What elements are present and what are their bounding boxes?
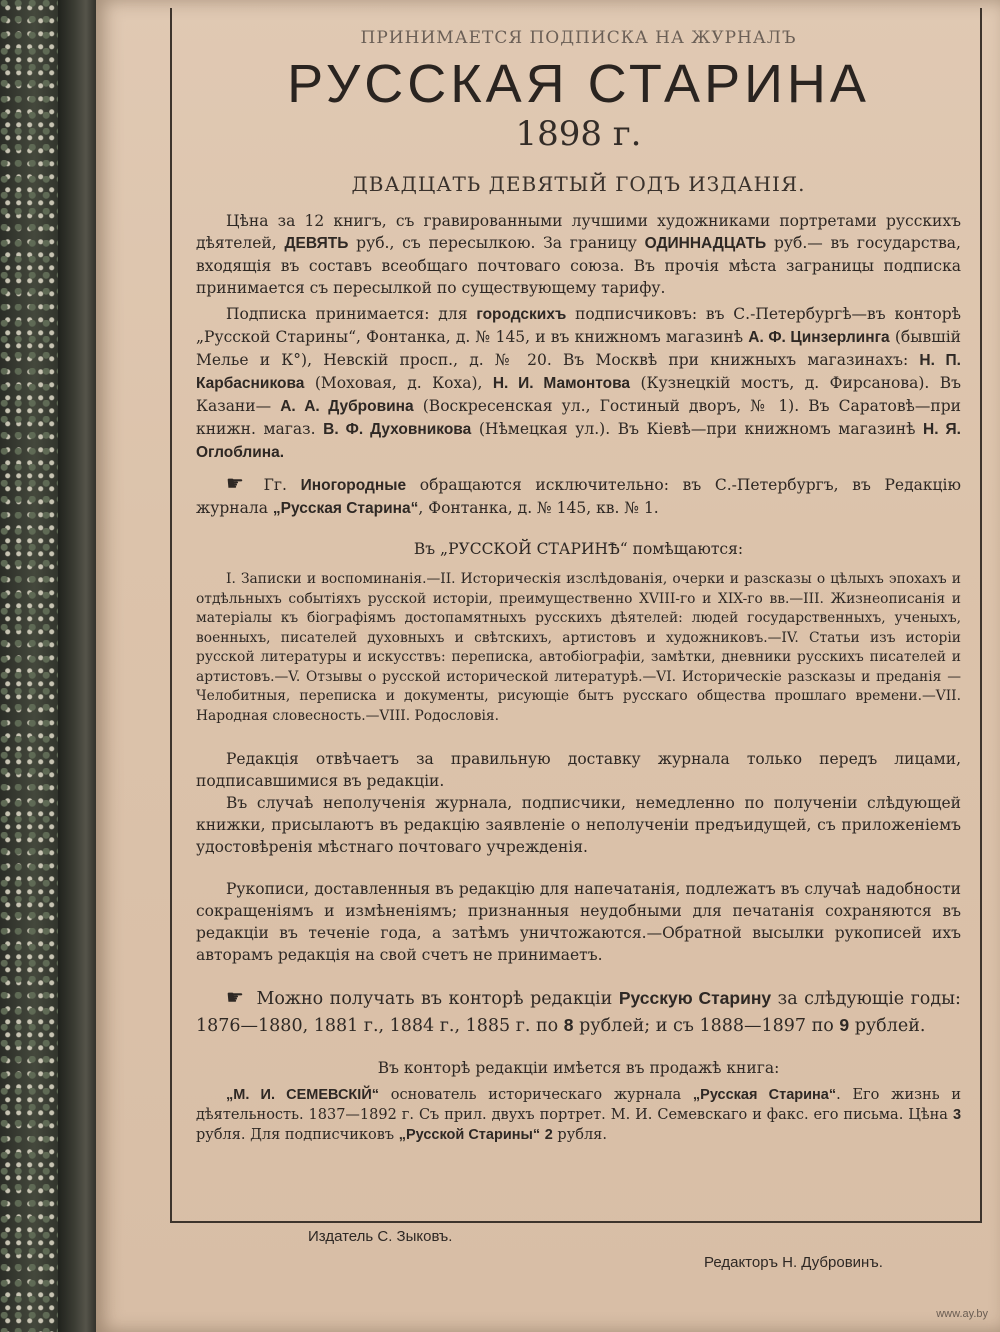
book-heading: Въ конторѣ редакціи имѣется въ продажѣ книга: [377, 1059, 780, 1077]
delivery-paragraph-2: Въ случаѣ неполученія журнала, подписчики, немедленно по полученіи слѣдующей книжки, присылаютъ въ редакцію заявленіе о неполученіи предъидущей, съ приложеніемъ удостовѣренія мѣстнаго почтоваго учрежденія. [196, 794, 961, 856]
pointing-hand-icon: ☛ [226, 985, 244, 1009]
journal-year: 1898 г. [515, 114, 642, 154]
edition-line: ДВАДЦАТЬ ДЕВЯТЫЙ ГОДЪ ИЗДАНІЯ. [351, 172, 806, 196]
journal-title: РУССКАЯ СТАРИНА [287, 54, 870, 114]
publisher-line: Издатель С. Зыковъ. [308, 1228, 453, 1245]
document-page [96, 0, 1000, 1332]
pre-title: ПРИНИМАЕТСЯ ПОДПИСКА НА ЖУРНАЛЪ [360, 28, 797, 48]
page-content [196, 10, 961, 1145]
book-spine [58, 0, 98, 1332]
book-paragraph: „М. И. СЕМЕВСКІЙ“ основатель историческаго журнала „Русская Старина“. Его жизнь и дѣятельность. 1837—1892 г. Съ прил. двухъ портрет. М. И. Семевскаго и факс. его письма. Цѣна 3 рубля. Для подписчиковъ „Русской Старины“ 2 рубля. [196, 1087, 962, 1143]
contents-heading: Въ „РУССКОЙ СТАРИНѢ“ помѣщаются: [413, 540, 744, 558]
price-paragraph: Цѣна за 12 книгъ, съ гравированными лучшими художниками портретами русскихъ дѣятелей, ДЕВЯТЬ руб., съ пересылкою. За границу ОДИННАДЦАТЬ руб.— въ государства, входящія въ составъ всеобщаго почтоваго союза. Въ прочія мѣста заграницы подписка принимается съ пересылкой по существующему тарифу. [196, 212, 961, 297]
subscription-paragraph: Подписка принимается: для городскихъ подписчиковъ: въ С.-Петербургѣ—въ конторѣ „Русской Старины“, Фонтанка, д. № 145, и въ книжномъ магазинѣ А. Ф. Цинзерлинга (бывшій Мелье и К°), Невскій просп., д. № 20. Въ Москвѣ при книжныхъ магазинахъ: Н. П. Карбасникова (Моховая, д. Коха), Н. И. Мамонтова (Кузнецкій мостъ, д. Фирсанова). Въ Казани— А. А. Дубровина (Воскресенская ул., Гостиный дворъ, № 1). Въ Саратовѣ—при книжн. магаз. В. Ф. Духовникова (Нѣмецкая ул.). Въ Кіевѣ—при книжномъ магазинѣ Н. Я. Оглоблина. [196, 305, 961, 461]
delivery-paragraph-1: Редакція отвѣчаетъ за правильную доставку журнала только передъ лицами, подписавшимися въ редакціи. [196, 750, 961, 790]
manuscripts-paragraph: Рукописи, доставленныя въ редакцію для напечатанія, подлежатъ въ случаѣ надобности сокращеніямъ и измѣненіямъ; признанныя неудобными для печатанія сохраняются въ редакціи въ теченіе года, а затѣмъ уничтожаются.—Обратной высылки рукописей ихъ авторамъ редакція на свой счетъ не принимаетъ. [196, 880, 961, 964]
inogorod-paragraph: ☛ Гг. Иногородные обращаются исключительно: въ С.-Петербургъ, въ Редакцію журнала „Русская Старина“, Фонтанка, д. № 145, кв. № 1. [196, 471, 961, 517]
back-issues-paragraph: ☛ Можно получать въ конторѣ редакціи Русскую Старину за слѣдующіе годы: 1876—1880, 1881 г., 1884 г., 1885 г. по 8 рублей; и съ 1888—1897 по 9 рублей. [196, 985, 961, 1036]
editor-line: Редакторъ Н. Дубровинъ. [704, 1254, 883, 1271]
contents-list: I. Записки и воспоминанія.—II. Историческія изслѣдованія, очерки и разсказы о цѣлыхъ эпохахъ и отдѣльныхъ событіяхъ русской исторіи, преимущественно XVIII-го и XIX-го вв.—III. Жизнеописанія и матеріалы къ біографіямъ достопамятныхъ русскихъ дѣятелей: людей государственныхъ, ученыхъ, военныхъ, писателей духовныхъ и свѣтскихъ, артистовъ и художниковъ.—IV. Статьи изъ исторіи русской литературы и искусствъ: переписка, автобіографіи, замѣтки, дневники русскихъ писателей и артистовъ.—V. Отзывы о русской исторической литературѣ.—VI. Историческіе разсказы и преданія — Челобитныя, переписка и документы, рисующіе бытъ русскаго общества прошлаго времени.—VII. Народная словесность.—VIII. Родословія. [196, 571, 961, 724]
watermark: www.ay.by [936, 1308, 988, 1320]
pointing-hand-icon: ☛ [226, 471, 244, 495]
